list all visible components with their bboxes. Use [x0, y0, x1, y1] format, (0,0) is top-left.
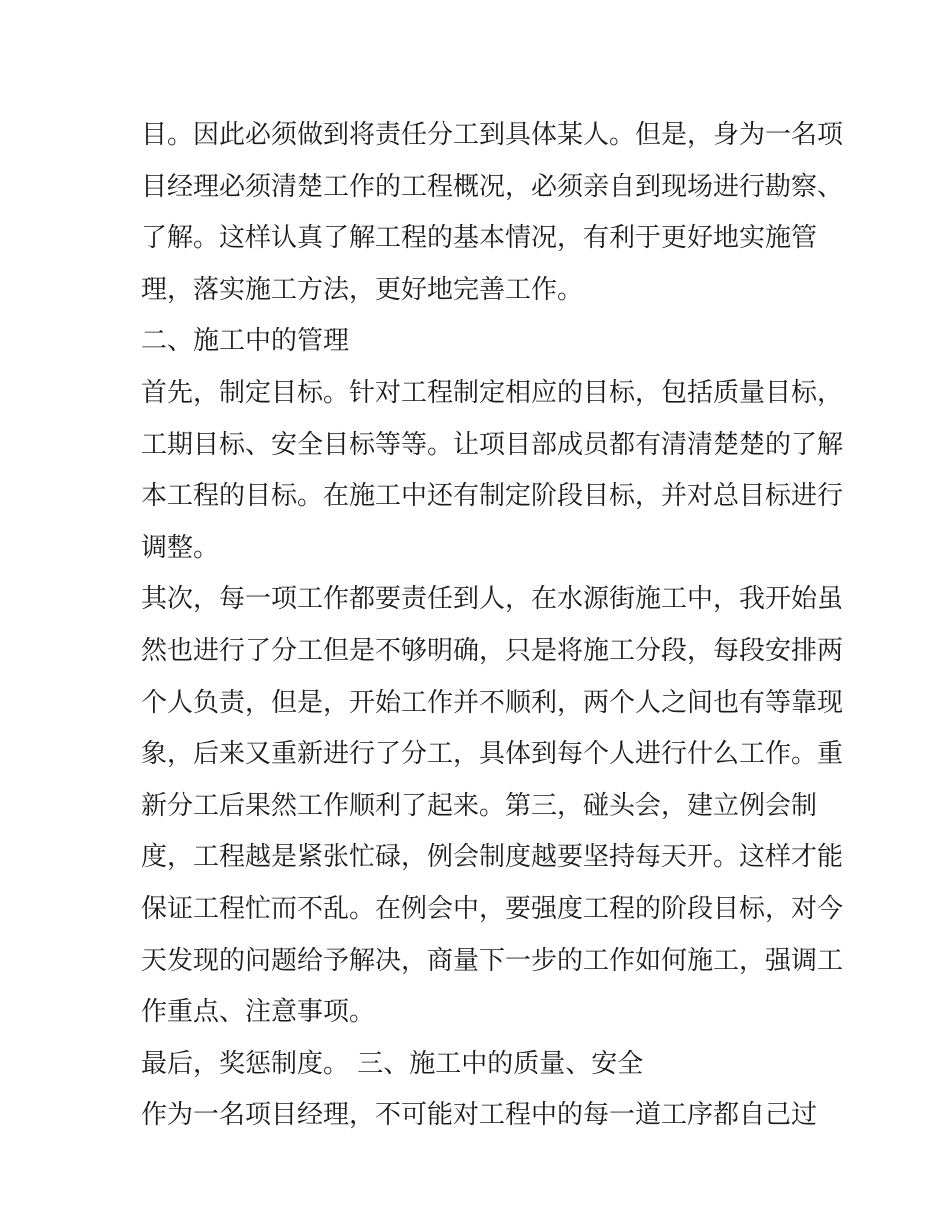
- text-line: 本工程的目标。在施工中还有制定阶段目标，并对总目标进行: [141, 481, 844, 512]
- text-line: 作重点、注意事项。: [141, 997, 376, 1028]
- text-line: 天发现的问题给予解决，商量下一步的工作如何施工，强调工: [141, 945, 844, 976]
- document-body: [141, 110, 844, 1142]
- text-line: 作为一名项目经理，不可能对工程中的每一道工序都自己过: [141, 1100, 818, 1131]
- text-line: 新分工后果然工作顺利了起来。第三，碰头会，建立例会制: [141, 790, 818, 821]
- text-line: 度，工程越是紧张忙碌，例会制度越要坚持每天开。这样才能: [141, 842, 844, 873]
- text-line: 保证工程忙而不乱。在例会中，要强度工程的阶段目标，对今: [141, 893, 844, 924]
- text-line: 最后，奖惩制度。 三、施工中的质量、安全: [141, 1048, 644, 1079]
- section-heading: 二、施工中的管理: [141, 326, 350, 357]
- text-line: 目经理必须清楚工作的工程概况，必须亲自到现场进行勘察、: [141, 171, 844, 202]
- text-line: 象，后来又重新进行了分工，具体到每个人进行什么工作。重: [141, 739, 844, 770]
- text-line: 工期目标、安全目标等等。让项目部成员都有清清楚楚的了解: [141, 429, 844, 460]
- text-line: 了解。这样认真了解工程的基本情况，有利于更好地实施管: [141, 223, 818, 254]
- text-line: 个人负责，但是，开始工作并不顺利，两个人之间也有等靠现: [141, 687, 844, 718]
- text-line: 目。因此必须做到将责任分工到具体某人。但是，身为一名项: [141, 120, 844, 150]
- text-line: 然也进行了分工但是不够明确，只是将施工分段，每段安排两: [141, 635, 844, 666]
- text-line: 首先，制定目标。针对工程制定相应的目标，包括质量目标，: [141, 377, 844, 408]
- text-line: 理，落实施工方法，更好地完善工作。: [141, 274, 584, 305]
- text-line: 调整。: [141, 532, 220, 563]
- text-line: 其次，每一项工作都要责任到人，在水源街施工中，我开始虽: [141, 584, 844, 615]
